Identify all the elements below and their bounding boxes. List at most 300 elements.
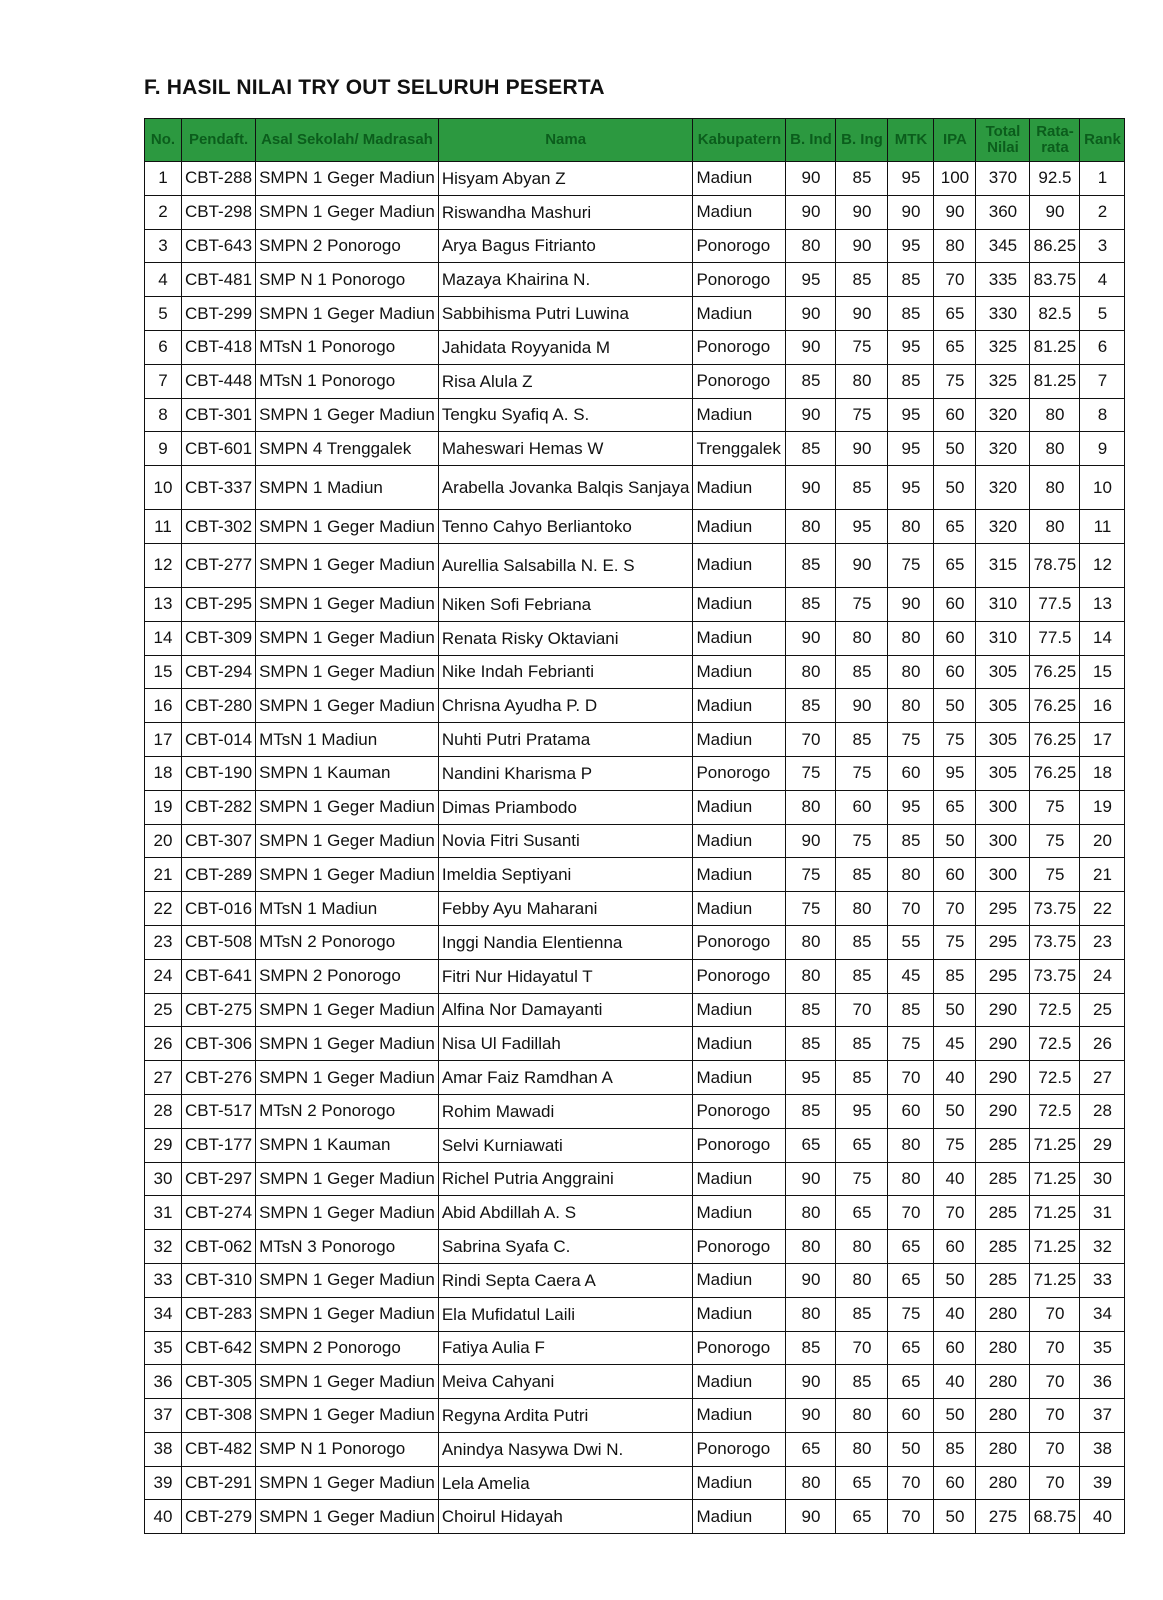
- cell-no: 2: [145, 195, 182, 229]
- cell-rank: 23: [1080, 925, 1125, 959]
- cell-no: 31: [145, 1196, 182, 1230]
- cell-no: 22: [145, 892, 182, 926]
- cell-mtk: 95: [888, 790, 934, 824]
- cell-nama: Jahidata Royyanida M: [438, 330, 693, 364]
- cell-kabupaten: Madiun: [693, 1297, 786, 1331]
- cell-total: 295: [976, 925, 1030, 959]
- table-row: [145, 1466, 1125, 1500]
- cell-bind: 85: [786, 1027, 836, 1061]
- cell-bind: 85: [786, 432, 836, 466]
- cell-mtk: 75: [888, 1297, 934, 1331]
- table-row: [145, 892, 1125, 926]
- cell-pendaft: CBT-294: [182, 655, 256, 689]
- cell-bind: 80: [786, 1196, 836, 1230]
- cell-no: 30: [145, 1162, 182, 1196]
- cell-pendaft: CBT-291: [182, 1466, 256, 1500]
- cell-rank: 26: [1080, 1027, 1125, 1061]
- cell-bing: 85: [836, 1297, 888, 1331]
- cell-kabupaten: Ponorogo: [693, 229, 786, 263]
- cell-bind: 65: [786, 1432, 836, 1466]
- table-row: [145, 1399, 1125, 1433]
- cell-rata: 70: [1030, 1331, 1080, 1365]
- cell-pendaft: CBT-642: [182, 1331, 256, 1365]
- cell-bing: 65: [836, 1466, 888, 1500]
- cell-ipa: 75: [934, 723, 976, 757]
- cell-pendaft: CBT-277: [182, 543, 256, 587]
- cell-rata: 75: [1030, 790, 1080, 824]
- cell-bind: 90: [786, 162, 836, 196]
- cell-total: 280: [976, 1466, 1030, 1500]
- cell-mtk: 80: [888, 621, 934, 655]
- cell-bind: 85: [786, 1331, 836, 1365]
- table-row: [145, 1230, 1125, 1264]
- cell-pendaft: CBT-306: [182, 1027, 256, 1061]
- cell-ipa: 85: [934, 959, 976, 993]
- cell-kabupaten: Madiun: [693, 723, 786, 757]
- cell-no: 19: [145, 790, 182, 824]
- cell-total: 335: [976, 263, 1030, 297]
- cell-no: 37: [145, 1399, 182, 1433]
- cell-bing: 80: [836, 1432, 888, 1466]
- table-row: [145, 543, 1125, 587]
- cell-asal: SMPN 1 Geger Madiun: [256, 543, 439, 587]
- cell-no: 24: [145, 959, 182, 993]
- cell-rank: 35: [1080, 1331, 1125, 1365]
- cell-bind: 80: [786, 959, 836, 993]
- cell-total: 300: [976, 790, 1030, 824]
- cell-asal: MTsN 2 Ponorogo: [256, 925, 439, 959]
- cell-rank: 38: [1080, 1432, 1125, 1466]
- cell-nama: Sabbihisma Putri Luwina: [438, 297, 693, 331]
- cell-pendaft: CBT-308: [182, 1399, 256, 1433]
- cell-no: 21: [145, 858, 182, 892]
- cell-nama: Novia Fitri Susanti: [438, 824, 693, 858]
- cell-asal: SMPN 1 Geger Madiun: [256, 510, 439, 544]
- cell-rank: 29: [1080, 1128, 1125, 1162]
- cell-kabupaten: Madiun: [693, 1263, 786, 1297]
- cell-ipa: 80: [934, 229, 976, 263]
- col-header-rank: Rank: [1080, 119, 1125, 162]
- cell-total: 275: [976, 1500, 1030, 1534]
- cell-bind: 75: [786, 892, 836, 926]
- cell-bind: 90: [786, 398, 836, 432]
- cell-bing: 85: [836, 466, 888, 510]
- cell-mtk: 65: [888, 1230, 934, 1264]
- cell-pendaft: CBT-014: [182, 723, 256, 757]
- cell-rata: 83.75: [1030, 263, 1080, 297]
- cell-rank: 33: [1080, 1263, 1125, 1297]
- cell-bind: 80: [786, 1230, 836, 1264]
- cell-kabupaten: Madiun: [693, 858, 786, 892]
- cell-bind: 95: [786, 1061, 836, 1095]
- cell-mtk: 95: [888, 432, 934, 466]
- cell-nama: Richel Putria Anggraini: [438, 1162, 693, 1196]
- cell-kabupaten: Ponorogo: [693, 1128, 786, 1162]
- cell-kabupaten: Ponorogo: [693, 330, 786, 364]
- cell-mtk: 80: [888, 689, 934, 723]
- table-row: [145, 993, 1125, 1027]
- cell-rata: 92.5: [1030, 162, 1080, 196]
- cell-nama: Amar Faiz Ramdhan A: [438, 1061, 693, 1095]
- cell-bing: 85: [836, 1365, 888, 1399]
- table-row: [145, 621, 1125, 655]
- cell-bind: 80: [786, 1297, 836, 1331]
- cell-asal: SMPN 1 Geger Madiun: [256, 1027, 439, 1061]
- cell-kabupaten: Madiun: [693, 398, 786, 432]
- cell-bind: 90: [786, 195, 836, 229]
- cell-total: 305: [976, 723, 1030, 757]
- cell-pendaft: CBT-448: [182, 364, 256, 398]
- cell-ipa: 50: [934, 432, 976, 466]
- cell-kabupaten: Madiun: [693, 1399, 786, 1433]
- cell-ipa: 75: [934, 364, 976, 398]
- cell-bind: 90: [786, 330, 836, 364]
- cell-nama: Ela Mufidatul Laili: [438, 1297, 693, 1331]
- cell-ipa: 50: [934, 466, 976, 510]
- table-row: [145, 689, 1125, 723]
- cell-bind: 85: [786, 1094, 836, 1128]
- cell-mtk: 90: [888, 587, 934, 621]
- cell-rank: 12: [1080, 543, 1125, 587]
- cell-rank: 7: [1080, 364, 1125, 398]
- cell-mtk: 70: [888, 1500, 934, 1534]
- results-table: [144, 118, 1125, 1534]
- cell-kabupaten: Madiun: [693, 510, 786, 544]
- cell-kabupaten: Ponorogo: [693, 1331, 786, 1365]
- cell-nama: Inggi Nandia Elentienna: [438, 925, 693, 959]
- cell-nama: Aurellia Salsabilla N. E. S: [438, 543, 693, 587]
- cell-mtk: 65: [888, 1365, 934, 1399]
- cell-asal: SMP N 1 Ponorogo: [256, 263, 439, 297]
- cell-mtk: 95: [888, 229, 934, 263]
- cell-rata: 72.5: [1030, 993, 1080, 1027]
- cell-kabupaten: Madiun: [693, 1162, 786, 1196]
- cell-asal: MTsN 1 Ponorogo: [256, 364, 439, 398]
- cell-pendaft: CBT-641: [182, 959, 256, 993]
- cell-asal: SMPN 1 Geger Madiun: [256, 398, 439, 432]
- cell-rata: 75: [1030, 858, 1080, 892]
- table-row: [145, 1027, 1125, 1061]
- cell-ipa: 40: [934, 1297, 976, 1331]
- cell-nama: Alfina Nor Damayanti: [438, 993, 693, 1027]
- cell-bing: 75: [836, 1162, 888, 1196]
- cell-pendaft: CBT-307: [182, 824, 256, 858]
- cell-kabupaten: Ponorogo: [693, 959, 786, 993]
- cell-pendaft: CBT-482: [182, 1432, 256, 1466]
- cell-rata: 71.25: [1030, 1196, 1080, 1230]
- cell-bing: 85: [836, 925, 888, 959]
- cell-no: 10: [145, 466, 182, 510]
- cell-mtk: 75: [888, 723, 934, 757]
- cell-ipa: 50: [934, 689, 976, 723]
- cell-rata: 80: [1030, 466, 1080, 510]
- cell-bind: 70: [786, 723, 836, 757]
- cell-asal: SMPN 1 Geger Madiun: [256, 297, 439, 331]
- cell-rata: 72.5: [1030, 1061, 1080, 1095]
- cell-rata: 70: [1030, 1365, 1080, 1399]
- cell-mtk: 95: [888, 162, 934, 196]
- cell-total: 345: [976, 229, 1030, 263]
- cell-pendaft: CBT-190: [182, 756, 256, 790]
- cell-rata: 76.25: [1030, 689, 1080, 723]
- cell-pendaft: CBT-062: [182, 1230, 256, 1264]
- cell-asal: SMPN 2 Ponorogo: [256, 959, 439, 993]
- cell-total: 295: [976, 892, 1030, 926]
- cell-no: 25: [145, 993, 182, 1027]
- results-body: [145, 162, 1125, 1534]
- cell-bind: 85: [786, 364, 836, 398]
- cell-bind: 85: [786, 689, 836, 723]
- cell-bing: 95: [836, 510, 888, 544]
- cell-total: 325: [976, 364, 1030, 398]
- cell-asal: SMPN 1 Geger Madiun: [256, 824, 439, 858]
- cell-no: 28: [145, 1094, 182, 1128]
- cell-total: 320: [976, 510, 1030, 544]
- cell-no: 17: [145, 723, 182, 757]
- cell-nama: Nike Indah Febrianti: [438, 655, 693, 689]
- cell-bing: 90: [836, 297, 888, 331]
- cell-bing: 80: [836, 1399, 888, 1433]
- cell-bind: 90: [786, 466, 836, 510]
- cell-rank: 32: [1080, 1230, 1125, 1264]
- table-row: [145, 432, 1125, 466]
- cell-rank: 15: [1080, 655, 1125, 689]
- cell-ipa: 75: [934, 925, 976, 959]
- cell-kabupaten: Ponorogo: [693, 1432, 786, 1466]
- cell-rata: 86.25: [1030, 229, 1080, 263]
- cell-kabupaten: Madiun: [693, 162, 786, 196]
- cell-ipa: 50: [934, 1500, 976, 1534]
- cell-mtk: 95: [888, 398, 934, 432]
- cell-asal: SMPN 1 Geger Madiun: [256, 1399, 439, 1433]
- cell-asal: SMPN 2 Ponorogo: [256, 1331, 439, 1365]
- cell-total: 290: [976, 1027, 1030, 1061]
- cell-rata: 71.25: [1030, 1263, 1080, 1297]
- cell-ipa: 65: [934, 790, 976, 824]
- cell-bing: 85: [836, 263, 888, 297]
- cell-rata: 77.5: [1030, 587, 1080, 621]
- table-row: [145, 1094, 1125, 1128]
- cell-bing: 65: [836, 1500, 888, 1534]
- cell-ipa: 65: [934, 297, 976, 331]
- cell-nama: Lela Amelia: [438, 1466, 693, 1500]
- cell-rata: 81.25: [1030, 330, 1080, 364]
- cell-nama: Febby Ayu Maharani: [438, 892, 693, 926]
- cell-pendaft: CBT-297: [182, 1162, 256, 1196]
- cell-asal: SMPN 1 Geger Madiun: [256, 162, 439, 196]
- cell-asal: SMPN 1 Geger Madiun: [256, 1365, 439, 1399]
- cell-nama: Mazaya Khairina N.: [438, 263, 693, 297]
- cell-ipa: 50: [934, 1094, 976, 1128]
- cell-no: 33: [145, 1263, 182, 1297]
- cell-asal: SMPN 1 Geger Madiun: [256, 1297, 439, 1331]
- cell-rata: 73.75: [1030, 892, 1080, 926]
- cell-total: 310: [976, 621, 1030, 655]
- cell-pendaft: CBT-016: [182, 892, 256, 926]
- cell-rank: 8: [1080, 398, 1125, 432]
- cell-ipa: 50: [934, 824, 976, 858]
- table-row: [145, 510, 1125, 544]
- cell-rank: 28: [1080, 1094, 1125, 1128]
- col-header-rata: Rata-rata: [1030, 119, 1080, 162]
- cell-rank: 16: [1080, 689, 1125, 723]
- cell-pendaft: CBT-643: [182, 229, 256, 263]
- table-row: [145, 1263, 1125, 1297]
- cell-nama: Dimas Priambodo: [438, 790, 693, 824]
- cell-nama: Rindi Septa Caera A: [438, 1263, 693, 1297]
- cell-bing: 75: [836, 587, 888, 621]
- header-row: [145, 119, 1125, 162]
- table-row: [145, 1432, 1125, 1466]
- cell-asal: SMPN 1 Geger Madiun: [256, 1162, 439, 1196]
- table-row: [145, 824, 1125, 858]
- cell-rata: 77.5: [1030, 621, 1080, 655]
- cell-no: 6: [145, 330, 182, 364]
- cell-asal: SMPN 1 Geger Madiun: [256, 858, 439, 892]
- cell-pendaft: CBT-305: [182, 1365, 256, 1399]
- table-row: [145, 858, 1125, 892]
- cell-bing: 80: [836, 892, 888, 926]
- cell-rata: 72.5: [1030, 1094, 1080, 1128]
- cell-bind: 80: [786, 655, 836, 689]
- col-header-kabupaten: Kabupatern: [693, 119, 786, 162]
- cell-no: 32: [145, 1230, 182, 1264]
- cell-bing: 85: [836, 1027, 888, 1061]
- cell-rank: 18: [1080, 756, 1125, 790]
- cell-mtk: 85: [888, 297, 934, 331]
- cell-no: 16: [145, 689, 182, 723]
- cell-kabupaten: Madiun: [693, 466, 786, 510]
- cell-nama: Chrisna Ayudha P. D: [438, 689, 693, 723]
- cell-pendaft: CBT-302: [182, 510, 256, 544]
- cell-bing: 65: [836, 1128, 888, 1162]
- cell-nama: Nandini Kharisma P: [438, 756, 693, 790]
- cell-total: 280: [976, 1365, 1030, 1399]
- cell-nama: Niken Sofi Febriana: [438, 587, 693, 621]
- cell-pendaft: CBT-337: [182, 466, 256, 510]
- cell-ipa: 60: [934, 398, 976, 432]
- cell-asal: MTsN 1 Madiun: [256, 723, 439, 757]
- table-row: [145, 1128, 1125, 1162]
- cell-nama: Rohim Mawadi: [438, 1094, 693, 1128]
- cell-rata: 68.75: [1030, 1500, 1080, 1534]
- cell-mtk: 85: [888, 364, 934, 398]
- cell-no: 9: [145, 432, 182, 466]
- cell-bing: 80: [836, 1230, 888, 1264]
- cell-rata: 71.25: [1030, 1230, 1080, 1264]
- cell-mtk: 60: [888, 1399, 934, 1433]
- cell-ipa: 65: [934, 330, 976, 364]
- cell-ipa: 50: [934, 993, 976, 1027]
- cell-asal: MTsN 1 Ponorogo: [256, 330, 439, 364]
- cell-asal: SMPN 1 Kauman: [256, 756, 439, 790]
- cell-nama: Riswandha Mashuri: [438, 195, 693, 229]
- cell-bing: 90: [836, 229, 888, 263]
- cell-pendaft: CBT-279: [182, 1500, 256, 1534]
- cell-bind: 80: [786, 229, 836, 263]
- cell-asal: SMPN 1 Madiun: [256, 466, 439, 510]
- cell-bing: 70: [836, 993, 888, 1027]
- cell-ipa: 95: [934, 756, 976, 790]
- cell-ipa: 75: [934, 1128, 976, 1162]
- cell-bing: 85: [836, 723, 888, 757]
- cell-mtk: 80: [888, 858, 934, 892]
- cell-asal: SMPN 1 Geger Madiun: [256, 1196, 439, 1230]
- cell-bing: 85: [836, 959, 888, 993]
- cell-bing: 95: [836, 1094, 888, 1128]
- cell-no: 14: [145, 621, 182, 655]
- cell-pendaft: CBT-298: [182, 195, 256, 229]
- cell-no: 7: [145, 364, 182, 398]
- cell-pendaft: CBT-601: [182, 432, 256, 466]
- cell-no: 11: [145, 510, 182, 544]
- cell-nama: Fatiya Aulia F: [438, 1331, 693, 1365]
- cell-no: 34: [145, 1297, 182, 1331]
- cell-nama: Tengku Syafiq A. S.: [438, 398, 693, 432]
- cell-no: 13: [145, 587, 182, 621]
- cell-nama: Risa Alula Z: [438, 364, 693, 398]
- cell-nama: Nuhti Putri Pratama: [438, 723, 693, 757]
- cell-rank: 20: [1080, 824, 1125, 858]
- col-header-pendaft: Pendaft.: [182, 119, 256, 162]
- col-header-bind: B. Ind: [786, 119, 836, 162]
- cell-nama: Imeldia Septiyani: [438, 858, 693, 892]
- cell-rata: 80: [1030, 398, 1080, 432]
- cell-bing: 80: [836, 364, 888, 398]
- cell-kabupaten: Ponorogo: [693, 1230, 786, 1264]
- cell-bing: 85: [836, 1061, 888, 1095]
- cell-rank: 30: [1080, 1162, 1125, 1196]
- cell-no: 38: [145, 1432, 182, 1466]
- cell-rata: 70: [1030, 1399, 1080, 1433]
- table-row: [145, 1331, 1125, 1365]
- cell-pendaft: CBT-418: [182, 330, 256, 364]
- cell-total: 300: [976, 824, 1030, 858]
- cell-pendaft: CBT-177: [182, 1128, 256, 1162]
- cell-rank: 6: [1080, 330, 1125, 364]
- cell-mtk: 70: [888, 892, 934, 926]
- cell-rata: 75: [1030, 824, 1080, 858]
- cell-rank: 9: [1080, 432, 1125, 466]
- cell-total: 320: [976, 398, 1030, 432]
- cell-asal: SMPN 1 Geger Madiun: [256, 993, 439, 1027]
- cell-total: 320: [976, 432, 1030, 466]
- cell-mtk: 50: [888, 1432, 934, 1466]
- cell-bind: 85: [786, 543, 836, 587]
- cell-kabupaten: Ponorogo: [693, 263, 786, 297]
- cell-bing: 80: [836, 621, 888, 655]
- cell-kabupaten: Madiun: [693, 1027, 786, 1061]
- cell-asal: SMPN 1 Geger Madiun: [256, 195, 439, 229]
- cell-rank: 14: [1080, 621, 1125, 655]
- cell-pendaft: CBT-481: [182, 263, 256, 297]
- col-header-nama: Nama: [438, 119, 693, 162]
- cell-ipa: 65: [934, 543, 976, 587]
- cell-rata: 82.5: [1030, 297, 1080, 331]
- cell-kabupaten: Madiun: [693, 993, 786, 1027]
- cell-rata: 71.25: [1030, 1128, 1080, 1162]
- cell-rank: 34: [1080, 1297, 1125, 1331]
- cell-bind: 75: [786, 858, 836, 892]
- cell-total: 315: [976, 543, 1030, 587]
- cell-bind: 90: [786, 297, 836, 331]
- cell-asal: SMPN 1 Kauman: [256, 1128, 439, 1162]
- cell-pendaft: CBT-280: [182, 689, 256, 723]
- col-header-mtk: MTK: [888, 119, 934, 162]
- cell-ipa: 100: [934, 162, 976, 196]
- cell-asal: SMP N 1 Ponorogo: [256, 1432, 439, 1466]
- cell-mtk: 45: [888, 959, 934, 993]
